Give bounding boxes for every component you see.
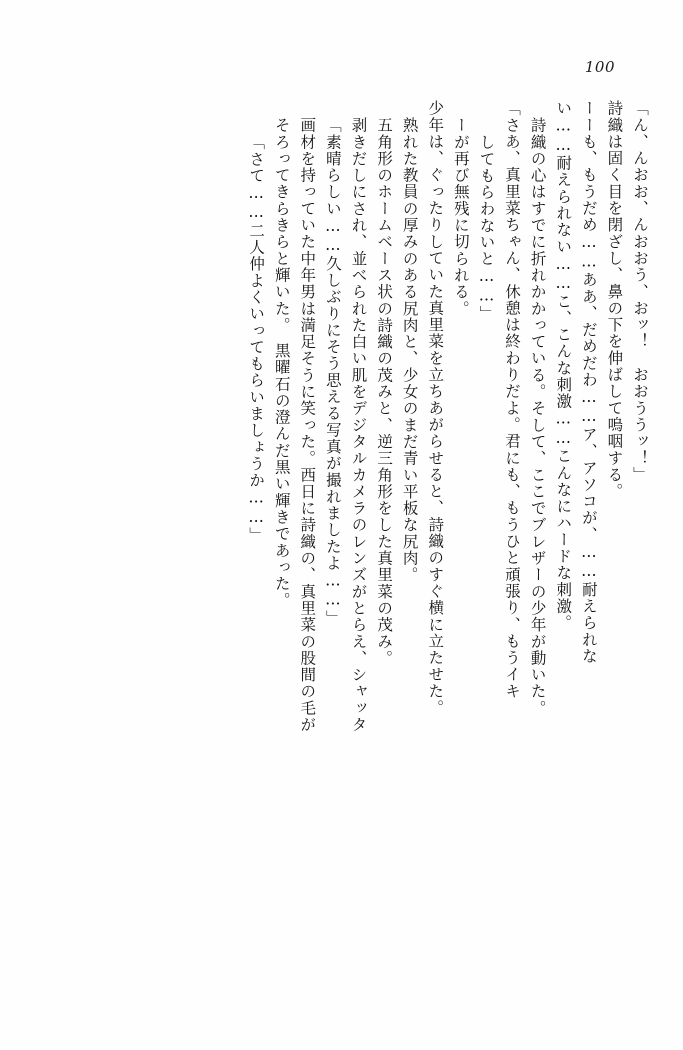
text-column: ーが再び無残に切られる。 (451, 117, 470, 317)
text-column: 詩織は固く目を閉ざし、鼻の下を伸ばして嗚咽する。 (605, 100, 624, 500)
text-column: 画材を持っていた中年男は満足そうに笑った。西日に詩織の、真里菜の股間の毛が (298, 117, 317, 734)
text-column: 詩織の心はすでに折れかかっている。そして、ここでブレザーの少年が動いた。 (528, 117, 547, 717)
text-column: 熟れた教員の厚みのある尻肉と、少女のまだ青い平板な尻肉。 (400, 117, 419, 584)
text-column: 剥きだしにされ、並べられた白い肌をデジタルカメラのレンズがとらえ、シャッタ (349, 117, 368, 734)
text-column: 五角形のホームベース状の詩織の茂みと、逆三角形をした真里菜の茂み。 (375, 117, 394, 667)
text-column: い……耐えられない……こ、こんな刺激……こんなにハードな刺激。 (554, 100, 573, 632)
vertical-text-body (36, 100, 647, 980)
text-column: 少年は、ぐったりしていた真里菜を立ちあがらせると、詩織のすぐ横に立たせた。 (426, 100, 445, 717)
text-column: してもらわないと……」 (477, 134, 496, 323)
text-column: 「ん、んおお、んおおう、おッ！ おおううッ！」 (631, 100, 649, 483)
text-column: そろってきらきらと輝いた。 黒曜石の澄んだ黒い輝きであった。 (272, 117, 291, 609)
text-column: 「さあ、真里菜ちゃん、休憩は終わりだよ。君にも、もうひと頑張り、もうイキ (503, 100, 522, 700)
text-column: 「素晴らしい……久しぶりにそう思える写真が撮れましたよ……」 (323, 117, 342, 627)
text-column: 「さて……二人仲よくいってもらいましょうか……」 (247, 134, 266, 544)
page-number: 100 (584, 58, 615, 76)
text-column: ーーも、もうだめ……ああ、だめだわ……ア、アソコが、……耐えられな (579, 100, 598, 665)
